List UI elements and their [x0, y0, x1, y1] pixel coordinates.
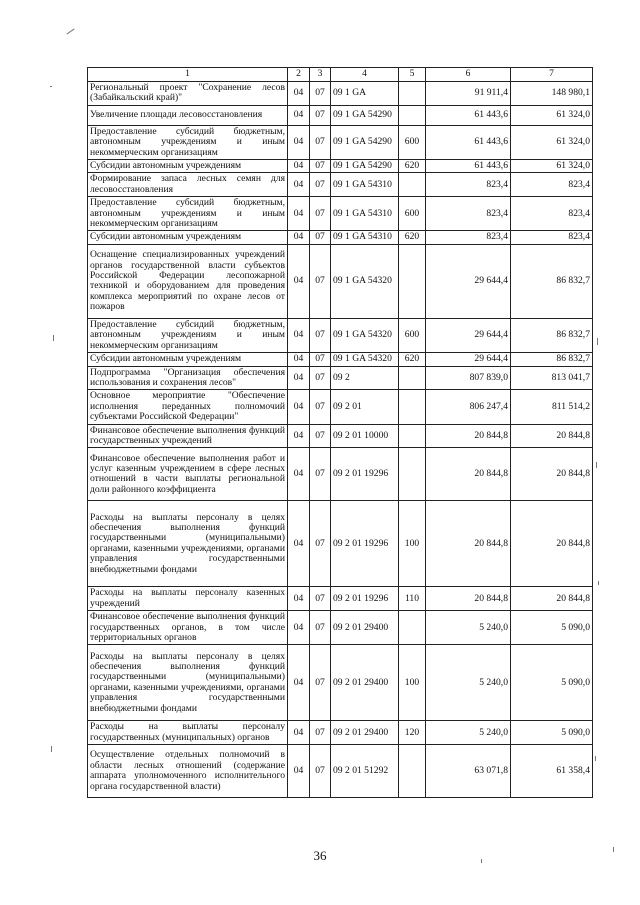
row-section-cell: 04	[288, 125, 310, 159]
row-expense-type-cell: 620	[399, 231, 426, 244]
scan-mark	[595, 756, 596, 761]
header-cell: 6	[426, 68, 511, 82]
row-amount-year2-cell: 61 324,0	[511, 105, 593, 125]
header-cell: 2	[288, 68, 310, 82]
row-amount-year1-cell: 20 844,8	[426, 587, 511, 611]
row-section-cell: 04	[288, 231, 310, 244]
row-target-article-cell: 09 1 GA 54320	[331, 318, 399, 352]
row-amount-year1-cell: 823,4	[426, 231, 511, 244]
row-amount-year2-cell: 20 844,8	[511, 448, 593, 501]
row-amount-year2-cell: 20 844,8	[511, 587, 593, 611]
row-target-article-cell: 09 1 GA 54290	[331, 160, 399, 173]
scan-mark	[51, 746, 52, 752]
scan-mark	[613, 847, 614, 852]
row-expense-type-cell: 100	[399, 501, 426, 587]
scan-mark	[596, 462, 597, 468]
row-section-cell: 04	[288, 587, 310, 611]
table-row	[88, 587, 593, 611]
row-section-cell: 04	[288, 173, 310, 197]
row-amount-year2-cell: 811 514,2	[511, 390, 593, 424]
row-amount-year1-cell: 61 443,6	[426, 105, 511, 125]
row-section-cell: 04	[288, 82, 310, 106]
scan-mark	[53, 335, 54, 341]
row-subsection-cell: 07	[310, 318, 331, 352]
row-expense-type-cell	[399, 745, 426, 798]
table-row	[88, 448, 593, 501]
row-section-cell: 04	[288, 244, 310, 318]
row-amount-year2-cell: 20 844,8	[511, 501, 593, 587]
row-section-cell: 04	[288, 424, 310, 448]
row-amount-year2-cell: 5 090,0	[511, 721, 593, 745]
row-amount-year1-cell: 20 844,8	[426, 448, 511, 501]
table-row	[88, 125, 593, 159]
row-section-cell: 04	[288, 390, 310, 424]
row-amount-year1-cell: 20 844,8	[426, 424, 511, 448]
table-row	[88, 173, 593, 197]
row-amount-year2-cell: 148 980,1	[511, 82, 593, 106]
row-target-article-cell: 09 2 01 29400	[331, 645, 399, 721]
row-target-article-cell: 09 2 01 51292	[331, 745, 399, 798]
row-name-cell: Финансовое обеспечение выполнения функций государственных органов, в том числе территориальных органов	[88, 611, 288, 645]
row-target-article-cell: 09 1 GA 54320	[331, 353, 399, 366]
row-subsection-cell: 07	[310, 82, 331, 106]
row-section-cell: 04	[288, 197, 310, 231]
table-row	[88, 645, 593, 721]
row-expense-type-cell: 620	[399, 160, 426, 173]
table-row	[88, 231, 593, 244]
row-amount-year1-cell: 5 240,0	[426, 645, 511, 721]
row-expense-type-cell	[399, 244, 426, 318]
row-expense-type-cell: 600	[399, 318, 426, 352]
row-target-article-cell: 09 1 GA 54310	[331, 231, 399, 244]
row-name-cell: Формирование запаса лесных семян для лесовосстановления	[88, 173, 288, 197]
row-name-cell: Расходы на выплаты персоналу государственных (муниципальных) органов	[88, 721, 288, 745]
row-subsection-cell: 07	[310, 448, 331, 501]
row-expense-type-cell	[399, 82, 426, 106]
row-expense-type-cell: 600	[399, 125, 426, 159]
row-amount-year2-cell: 5 090,0	[511, 611, 593, 645]
scan-mark	[598, 581, 599, 585]
row-subsection-cell: 07	[310, 611, 331, 645]
table-row	[88, 611, 593, 645]
row-amount-year1-cell: 63 071,8	[426, 745, 511, 798]
row-target-article-cell: 09 1 GA 54290	[331, 125, 399, 159]
row-expense-type-cell: 110	[399, 587, 426, 611]
row-expense-type-cell	[399, 448, 426, 501]
table-row	[88, 353, 593, 366]
table-row	[88, 424, 593, 448]
row-name-cell: Субсидии автономным учреждениям	[88, 231, 288, 244]
table-row	[88, 745, 593, 798]
row-target-article-cell: 09 2 01	[331, 390, 399, 424]
row-amount-year1-cell: 61 443,6	[426, 125, 511, 159]
header-cell: 1	[88, 68, 288, 82]
row-amount-year1-cell: 5 240,0	[426, 721, 511, 745]
row-subsection-cell: 07	[310, 587, 331, 611]
row-expense-type-cell: 600	[399, 197, 426, 231]
row-target-article-cell: 09 2 01 29400	[331, 721, 399, 745]
row-amount-year2-cell: 5 090,0	[511, 645, 593, 721]
row-subsection-cell: 07	[310, 160, 331, 173]
row-subsection-cell: 07	[310, 390, 331, 424]
row-subsection-cell: 07	[310, 173, 331, 197]
row-section-cell: 04	[288, 721, 310, 745]
row-amount-year2-cell: 86 832,7	[511, 244, 593, 318]
row-section-cell: 04	[288, 353, 310, 366]
row-name-cell: Финансовое обеспечение выполнения функций государственных учреждений	[88, 424, 288, 448]
row-name-cell: Финансовое обеспечение выполнения работ и услуг казенным учреждением в сфере лесных отношений в части выплаты региональной доли районного коэффициента	[88, 448, 288, 501]
table-row	[88, 244, 593, 318]
row-amount-year1-cell: 61 443,6	[426, 160, 511, 173]
row-subsection-cell: 07	[310, 105, 331, 125]
row-name-cell: Субсидии автономным учреждениям	[88, 160, 288, 173]
row-subsection-cell: 07	[310, 721, 331, 745]
row-name-cell: Увеличение площади лесовосстановления	[88, 105, 288, 125]
row-amount-year1-cell: 91 911,4	[426, 82, 511, 106]
row-name-cell: Субсидии автономным учреждениям	[88, 353, 288, 366]
row-subsection-cell: 07	[310, 197, 331, 231]
table-row	[88, 197, 593, 231]
row-expense-type-cell: 120	[399, 721, 426, 745]
row-expense-type-cell	[399, 390, 426, 424]
row-expense-type-cell: 100	[399, 645, 426, 721]
scan-mark	[597, 338, 598, 345]
row-expense-type-cell	[399, 173, 426, 197]
row-name-cell: Подпрограмма "Организация обеспечения использования и сохранения лесов"	[88, 366, 288, 390]
row-section-cell: 04	[288, 448, 310, 501]
table-row	[88, 105, 593, 125]
row-amount-year2-cell: 20 844,8	[511, 424, 593, 448]
table-row	[88, 721, 593, 745]
header-cell: 7	[511, 68, 593, 82]
row-amount-year1-cell: 823,4	[426, 173, 511, 197]
row-subsection-cell: 07	[310, 745, 331, 798]
table-row	[88, 82, 593, 106]
row-target-article-cell: 09 1 GA 54290	[331, 105, 399, 125]
row-amount-year2-cell: 823,4	[511, 197, 593, 231]
row-subsection-cell: 07	[310, 125, 331, 159]
row-subsection-cell: 07	[310, 366, 331, 390]
row-amount-year2-cell: 823,4	[511, 231, 593, 244]
row-section-cell: 04	[288, 105, 310, 125]
page-number: 36	[313, 848, 327, 863]
row-expense-type-cell	[399, 424, 426, 448]
table-row	[88, 318, 593, 352]
row-amount-year2-cell: 61 358,4	[511, 745, 593, 798]
scan-mark	[50, 86, 52, 87]
scan-mark	[67, 29, 75, 35]
row-amount-year1-cell: 807 839,0	[426, 366, 511, 390]
row-name-cell: Предоставление субсидий бюджетным, автономным учреждениям и иным некоммерческим организациям	[88, 197, 288, 231]
row-name-cell: Региональный проект "Сохранение лесов (Забайкальский край)"	[88, 82, 288, 106]
row-amount-year1-cell: 20 844,8	[426, 501, 511, 587]
row-target-article-cell: 09 2 01 10000	[331, 424, 399, 448]
row-target-article-cell: 09 2 01 29400	[331, 611, 399, 645]
row-section-cell: 04	[288, 645, 310, 721]
row-target-article-cell: 09 2 01 19296	[331, 448, 399, 501]
row-target-article-cell: 09 1 GA 54320	[331, 244, 399, 318]
row-name-cell: Оснащение специализированных учреждений органов государственной власти субъектов Российской Федерации лесопожарной техникой и оборудованием для проведения комплекса мероприятий по охране лесов от пожаров	[88, 244, 288, 318]
row-section-cell: 04	[288, 366, 310, 390]
row-subsection-cell: 07	[310, 231, 331, 244]
row-amount-year1-cell: 5 240,0	[426, 611, 511, 645]
table-row	[88, 366, 593, 390]
row-name-cell: Осуществление отдельных полномочий в области лесных отношений (содержание аппарата уполномоченного исполнительного органа государственной власти)	[88, 745, 288, 798]
row-target-article-cell: 09 1 GA 54310	[331, 197, 399, 231]
table-row	[88, 501, 593, 587]
row-section-cell: 04	[288, 611, 310, 645]
row-target-article-cell: 09 1 GA 54310	[331, 173, 399, 197]
row-subsection-cell: 07	[310, 501, 331, 587]
row-section-cell: 04	[288, 160, 310, 173]
row-amount-year2-cell: 61 324,0	[511, 160, 593, 173]
row-name-cell: Расходы на выплаты персоналу в целях обеспечения выполнения функций государственными (муниципальными) органами, казенными учреждениями, органами управления государственными внебюджетными фондами	[88, 501, 288, 587]
row-expense-type-cell	[399, 105, 426, 125]
row-target-article-cell: 09 2	[331, 366, 399, 390]
row-section-cell: 04	[288, 318, 310, 352]
row-name-cell: Основное мероприятие "Обеспечение исполнения переданных полномочий субъектами Российской Федерации"	[88, 390, 288, 424]
row-amount-year1-cell: 806 247,4	[426, 390, 511, 424]
header-cell: 4	[331, 68, 399, 82]
row-amount-year1-cell: 823,4	[426, 197, 511, 231]
budget-table	[87, 67, 593, 798]
row-target-article-cell: 09 1 GA	[331, 82, 399, 106]
header-cell: 3	[310, 68, 331, 82]
row-expense-type-cell	[399, 611, 426, 645]
row-name-cell: Расходы на выплаты персоналу в целях обеспечения выполнения функций государственными (муниципальными) органами, казенными учреждениями, органами управления государственными внебюджетными фондами	[88, 645, 288, 721]
row-expense-type-cell: 620	[399, 353, 426, 366]
row-target-article-cell: 09 2 01 19296	[331, 587, 399, 611]
scan-mark	[481, 859, 482, 863]
row-amount-year2-cell: 813 041,7	[511, 366, 593, 390]
row-subsection-cell: 07	[310, 244, 331, 318]
table-header-row	[88, 68, 593, 82]
row-subsection-cell: 07	[310, 424, 331, 448]
row-section-cell: 04	[288, 501, 310, 587]
row-amount-year2-cell: 86 832,7	[511, 353, 593, 366]
row-amount-year2-cell: 823,4	[511, 173, 593, 197]
table-row	[88, 390, 593, 424]
row-target-article-cell: 09 2 01 19296	[331, 501, 399, 587]
row-name-cell: Предоставление субсидий бюджетным, автономным учреждениям и иным некоммерческим организациям	[88, 318, 288, 352]
row-amount-year2-cell: 86 832,7	[511, 318, 593, 352]
row-expense-type-cell	[399, 366, 426, 390]
table-row	[88, 160, 593, 173]
row-subsection-cell: 07	[310, 645, 331, 721]
row-amount-year2-cell: 61 324,0	[511, 125, 593, 159]
row-amount-year1-cell: 29 644,4	[426, 353, 511, 366]
header-cell: 5	[399, 68, 426, 82]
row-name-cell: Расходы на выплаты персоналу казенных учреждений	[88, 587, 288, 611]
row-section-cell: 04	[288, 745, 310, 798]
row-amount-year1-cell: 29 644,4	[426, 318, 511, 352]
row-amount-year1-cell: 29 644,4	[426, 244, 511, 318]
row-subsection-cell: 07	[310, 353, 331, 366]
row-name-cell: Предоставление субсидий бюджетным, автономным учреждениям и иным некоммерческим организациям	[88, 125, 288, 159]
table-body	[88, 68, 593, 798]
